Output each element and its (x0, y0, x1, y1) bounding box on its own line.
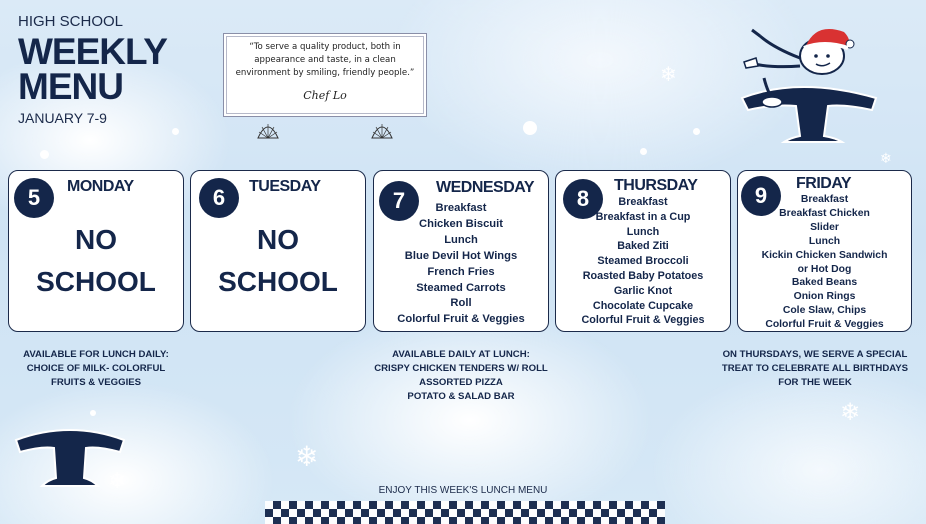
note-daily-options (343, 348, 579, 404)
closed-line-1: NO (75, 224, 117, 255)
day-number: 5 (14, 178, 54, 218)
chef-signature: Chef Lo (303, 89, 347, 102)
snow-dot (640, 148, 647, 155)
note-line: AVAILABLE FOR LUNCH DAILY: (23, 349, 169, 360)
menu-items (374, 201, 548, 328)
menu-item: Chicken Biscuit (419, 217, 503, 230)
day-number: 8 (563, 179, 603, 219)
menu-item: Baked Beans (791, 277, 858, 289)
day-card-thursday (555, 170, 731, 332)
snow-dot (40, 150, 49, 159)
snow-dot (693, 128, 700, 135)
menu-item: Garlic Knot (613, 284, 673, 297)
day-card-wednesday (373, 170, 549, 332)
day-number: 7 (379, 181, 419, 221)
note-line: FOR THE WEEK (778, 377, 852, 388)
menu-item: or Hot Dog (797, 263, 852, 275)
shell-icon (256, 122, 280, 140)
menu-item: Lunch (444, 233, 478, 246)
menu-item: Breakfast (800, 194, 849, 205)
menu-item: Roll (450, 297, 472, 310)
menu-item: Blue Devil Hot Wings (404, 249, 518, 262)
snowflake-icon: ❄ (295, 441, 319, 472)
day-card-friday (737, 170, 912, 332)
closed-line-1: NO (257, 224, 299, 255)
menu-item: Lunch (626, 225, 660, 238)
closed-label (191, 219, 365, 303)
menu-item: Chocolate Cupcake (592, 299, 694, 312)
menu-item: Roasted Baby Potatoes (582, 269, 704, 282)
note-line: CHOICE OF MILK- COLORFUL (26, 363, 166, 374)
menu-item: Breakfast in a Cup (595, 210, 691, 223)
t-logo (14, 420, 126, 490)
footer-text: ENJOY THIS WEEK'S LUNCH MENU (378, 485, 548, 496)
menu-items (556, 195, 730, 328)
title-line-1: WEEKLY (18, 31, 167, 72)
quote-text: “To serve a quality product, both in appearance and taste, in a clean environment by smiling, friendly people.” (235, 42, 415, 78)
day-name: FRIDAY (796, 175, 852, 192)
note-daily-lunch (8, 348, 184, 390)
snowflake-icon: ❄ (840, 399, 861, 426)
school-label: HIGH SCHOOL (18, 13, 124, 30)
date-range: JANUARY 7-9 (18, 110, 107, 126)
day-card-monday (8, 170, 184, 332)
note-birthday-treat (702, 348, 926, 390)
menu-item: Colorful Fruit & Veggies (581, 314, 705, 327)
closed-line-2: SCHOOL (218, 266, 338, 297)
t-logo-mascot (724, 18, 884, 144)
menu-item: French Fries (427, 265, 495, 278)
snowflake-icon: ❄ (660, 64, 677, 86)
note-line: ON THURSDAYS, WE SERVE A SPECIAL (722, 349, 908, 360)
menu-item: Lunch (808, 235, 841, 247)
menu-item: Colorful Fruit & Veggies (765, 319, 884, 331)
note-line: FRUITS & VEGGIES (50, 377, 142, 388)
note-line: CRISPY CHICKEN TENDERS W/ ROLL (374, 363, 548, 374)
menu-item: Breakfast Chicken (779, 207, 870, 219)
checkered-border (265, 501, 665, 524)
day-name: WEDNESDAY (436, 179, 535, 196)
title-line-2: MENU (18, 66, 123, 107)
closed-line-2: SCHOOL (36, 266, 156, 297)
day-name: THURSDAY (614, 177, 698, 194)
note-line: ASSORTED PIZZA (419, 377, 503, 388)
note-line: POTATO & SALAD BAR (407, 391, 515, 402)
menu-item: Baked Ziti (617, 240, 669, 253)
note-line: TREAT TO CELEBRATE ALL BIRTHDAYS (721, 363, 909, 374)
menu-item: Breakfast (435, 202, 487, 214)
shell-icon (370, 122, 394, 140)
snow-dot (90, 410, 96, 416)
menu-item: Steamed Carrots (416, 281, 506, 294)
menu-item: Kickin Chicken Sandwich (761, 249, 888, 261)
page-title (18, 31, 167, 107)
snow-dot (172, 128, 179, 135)
menu-item: Steamed Broccoli (597, 255, 689, 268)
snow-dot (523, 121, 537, 135)
menu-item: Cole Slaw, Chips (782, 305, 867, 317)
snowflake-icon: ❄ (108, 468, 127, 493)
menu-item: Onion Rings (793, 291, 856, 303)
day-number: 6 (199, 178, 239, 218)
snowflake-icon: ❄ (880, 150, 892, 166)
menu-item: Colorful Fruit & Veggies (397, 313, 525, 326)
note-line: AVAILABLE DAILY AT LUNCH: (392, 349, 530, 360)
chef-quote-box (223, 33, 427, 117)
menu-item: Breakfast (618, 196, 668, 208)
menu-items (738, 193, 911, 332)
day-name: MONDAY (67, 178, 134, 195)
closed-label (9, 219, 183, 303)
menu-item: Slider (810, 221, 839, 233)
day-name: TUESDAY (249, 178, 321, 195)
day-card-tuesday (190, 170, 366, 332)
day-number: 9 (741, 176, 781, 216)
